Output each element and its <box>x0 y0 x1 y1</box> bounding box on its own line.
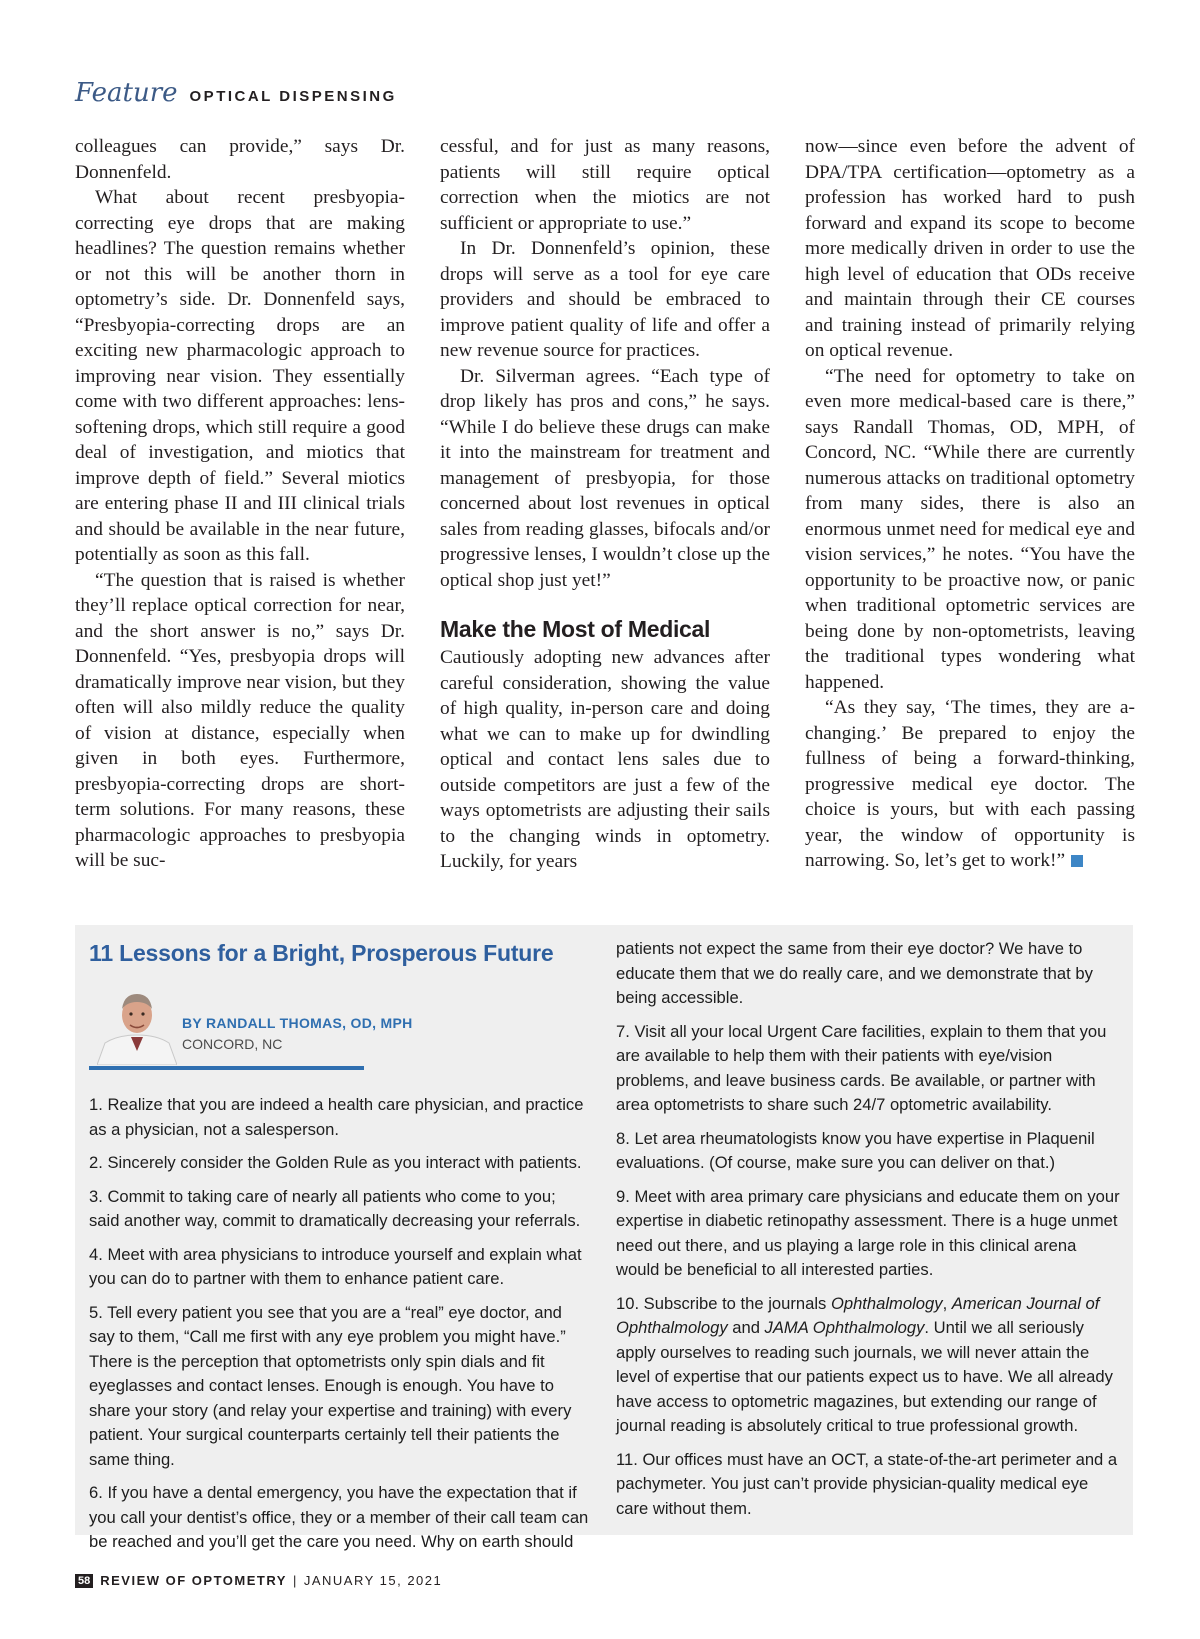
lesson-item: 7. Visit all your local Urgent Care facilities, explain to them that you are available to help them with their patients with eye/vision problems, and leave business cards. Be available, or partner with area optometrists to share such 24/7 optometric availability. <box>616 1021 1107 1114</box>
lesson-item: 4. Meet with area physicians to introduce yourself and explain what you can do to partner with them to enhance patient care. <box>89 1244 582 1288</box>
lesson-item: 6. If you have a dental emergency, you have the expectation that if you call your dentist’s office, they or a member of their call team can be reached and you’ll get the care you need. Why on earth should <box>89 1483 589 1551</box>
feature-label: Feature <box>75 78 178 108</box>
page-footer <box>75 1573 442 1588</box>
publication-name: REVIEW OF OPTOMETRY <box>100 1573 287 1588</box>
author-photo-icon <box>97 985 177 1065</box>
sidebar-title: 11 Lessons for a Bright, Prosperous Future <box>89 940 554 966</box>
journal-title: American Journal of Ophthalmology <box>616 1293 1100 1337</box>
byline-rule <box>89 1066 364 1070</box>
sidebar-column-right <box>616 937 1122 1530</box>
lesson-text: 10. Subscribe to the journals <box>616 1293 831 1313</box>
lesson-item: 9. Meet with area primary care physicians and educate them on your expertise in diabetic retinopathy assessment. There is a huge unmet need out there, and us playing a large role in this clinical arena would be beneficial to all interested parties. <box>616 1186 1120 1279</box>
sidebar-column-left <box>89 1093 589 1564</box>
paragraph-text: “As they say, ‘The times, they are a-changing.’ Be prepared to enjoy the fullness of being a forward-thinking, progressive medical eye doctor. The choice is yours, but with each passing year, the window of opportunity is narrowing. So, let’s get to work!” <box>805 697 1135 871</box>
byline-location: CONCORD, NC <box>182 1036 283 1052</box>
paragraph: “The question that is raised is whether they’ll replace optical correction for near, and the short answer is no,” says Dr. Donnenfeld. “Yes, presbyopia drops will dramatically improve near vision, but they often will also mildly reduce the quality of vision at distance, especially when given in both eyes. Furthermore, presbyopia-correcting drops are short-term solutions. For many reasons, these pharmacologic approaches to presbyopia will be suc- <box>75 569 405 871</box>
lesson-text: and <box>727 1318 765 1337</box>
page-number: 58 <box>75 1574 93 1588</box>
lesson-item: 3. Commit to taking care of nearly all patients who come to you; said another way, commit to dramatically decreasing your referrals. <box>89 1186 581 1230</box>
lesson-item: 1. Realize that you are indeed a health care physician, and practice as a physician, not a salesperson. <box>89 1095 584 1139</box>
journal-title: JAMA Ophthalmology <box>764 1318 925 1337</box>
page-header <box>75 78 397 108</box>
paragraph: Dr. Silverman agrees. “Each type of drop likely has pros and cons,” he says. “While I do believe these drugs can make it into the mainstream for treatment and management of presbyopia, for those concerned about lost revenues in optical sales from reading glasses, bifocals and/or progressive lenses, I wouldn’t close up the optical shop just yet!” <box>440 365 770 591</box>
paragraph: In Dr. Donnenfeld’s opinion, these drops will serve as a tool for eye care providers and should be embraced to improve patient quality of life and offer a new revenue source for practices. <box>440 238 770 361</box>
lesson-item: 11. Our offices must have an OCT, a state-of-the-art perimeter and a pachymeter. You just can’t provide physician-quality medical eye care without them. <box>616 1449 1118 1518</box>
lesson-item <box>616 1292 1122 1439</box>
byline-author: BY RANDALL THOMAS, OD, MPH <box>182 1015 413 1031</box>
paragraph: now—since even before the advent of DPA/TPA certification—optometry as a profession has worked hard to push forward and expand its scope to become more medically driven in order to use the high level of education that ODs receive and maintain through their CE courses and training instead of primarily relying on optical revenue. <box>805 136 1135 361</box>
lesson-item: 8. Let area rheumatologists know you have expertise in Plaquenil evaluations. (Of course, make sure you can deliver on that.) <box>616 1128 1095 1172</box>
lesson-item-continued: patients not expect the same from their eye doctor? We have to educate them that we do really care, and we demonstrate that by being accessible. <box>616 939 1093 1007</box>
end-mark-icon <box>1071 855 1083 867</box>
footer-separator: | <box>292 1573 298 1588</box>
lesson-item: 5. Tell every patient you see that you are a “real” eye doctor, and say to them, “Call me first with any eye problem you might have.” There is the perception that optometrists only spin dials and fit eyeglasses and contact lenses. Enough is enough. You have to share your story (and relay your expertise and training) with every patient. Your surgical counterparts certainly tell their patients the same thing. <box>89 1302 572 1469</box>
lesson-text: . Until we all seriously apply ourselves to reading such journals, we will never attain the level of expertise that our patients expect us to have. We all already have access to optometric magazines, but extending our range of journal reading is absolutely critical to true professional growth. <box>616 1318 1113 1435</box>
lesson-item: 2. Sincerely consider the Golden Rule as you interact with patients. <box>89 1153 582 1172</box>
paragraph: cessful, and for just as many reasons, patients will still require optical correction when the miotics are not sufficient or appropriate to use.” <box>440 136 770 234</box>
paragraph: Cautiously adopting new advances after careful consideration, showing the value of high quality, in-person care and doing what we can to make up for dwindling optical and contact lens sales due to outside competitors are just a few of the ways optometrists are adjusting their sails to the changing winds in optometry. Luckily, for years <box>440 647 770 872</box>
paragraph: colleagues can provide,” says Dr. Donnenfeld. <box>75 136 405 183</box>
journal-title: Ophthalmology <box>830 1293 943 1313</box>
article-column-1 <box>75 134 405 874</box>
article-column-2 <box>440 134 770 875</box>
lessons-sidebar <box>75 925 1133 1551</box>
paragraph: What about recent presbyopia-correcting eye drops that are making headlines? The question remains whether or not this will be another thorn in optometry’s side. Dr. Donnenfeld says, “Presbyopia-correcting drops are an exciting new pharmacologic approach to improving near vision. They essentially come with two different approaches: lens-softening drops, which still require a good deal of investigation, and miotics that improve depth of field.” Several miotics are entering phase II and III clinical trials and should be available in the near future, potentially as soon as this fall. <box>75 187 405 565</box>
article-column-3 <box>805 134 1135 874</box>
lesson-text: , <box>942 1293 952 1313</box>
paragraph: “The need for optometry to take on even more medical-based care is there,” says Randall Thomas, OD, MPH, of Concord, NC. “While there are currently numerous attacks on traditional optometry from many sides, there is also an enormous unmet need for medical eye and vision services,” he notes. “You have the opportunity to be proactive now, or panic when traditional optometric services are being done by non-optometrists, leaving the traditional types wondering what happened. <box>805 365 1135 693</box>
issue-date: JANUARY 15, 2021 <box>303 1573 443 1588</box>
paragraph-final <box>805 695 1135 874</box>
byline <box>182 1013 413 1055</box>
section-label: OPTICAL DISPENSING <box>189 88 397 105</box>
section-subheading: Make the Most of Medical <box>440 616 711 642</box>
